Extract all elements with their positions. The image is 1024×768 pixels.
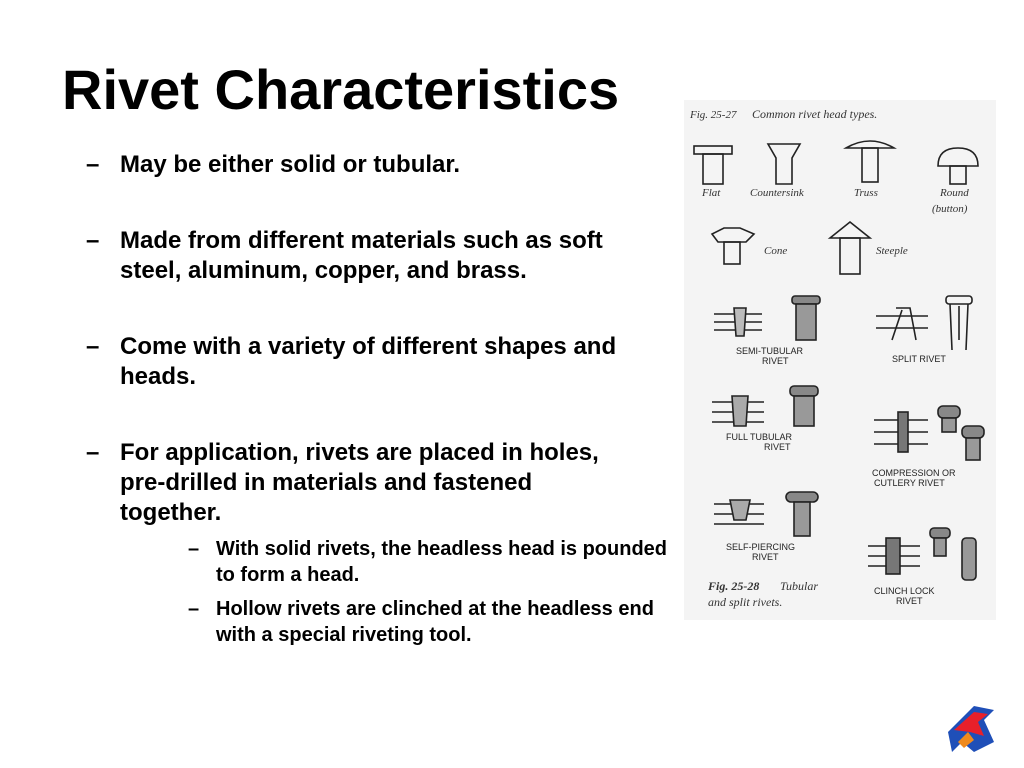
label-self-piercing: SELF-PIERCING [726,542,796,552]
bullet-dash: – [86,227,100,254]
label-compression: COMPRESSION OR [872,468,956,478]
truss-rivet-icon [846,141,894,182]
bullet-dash: – [188,598,200,620]
full-tubular-rivet-icon [712,386,818,426]
compression-rivet-icon [874,406,984,460]
fig-number: Fig. 25-27 [690,109,737,121]
bullet-dash: – [86,333,100,360]
label-flat: Flat [702,187,721,199]
clinch-lock-rivet-icon [868,528,976,580]
bullet-text: Hollow rivets are clinched at the headless end with a special riveting tool. [216,598,654,646]
bullet-text: May be either solid or tubular. [120,151,461,178]
bullet-dash: – [188,538,200,560]
split-rivet-icon [876,296,972,350]
round-rivet-icon [938,148,978,184]
label-split-rivet: SPLIT RIVET [892,354,946,364]
label-semi-tubular: SEMI-TUBULAR [736,346,804,356]
steeple-rivet-icon [830,222,870,274]
label-steeple: Steeple [876,245,908,257]
label-full-tubular-rivet: RIVET [764,442,791,452]
bullet-text: For application, rivets are placed in holes, pre-drilled in materials and fastened together. [120,439,599,526]
label-cutlery-rivet: CUTLERY RIVET [874,478,945,488]
label-countersink: Countersink [750,187,804,199]
label-self-piercing-rivet: RIVET [752,552,779,562]
sub-bullet-item [188,596,686,648]
rivet-types-figure [684,100,996,620]
fig2-caption-line2: and split rivets. [708,595,783,609]
bullet-item [86,150,680,180]
fig-caption: Common rivet head types. [752,107,878,121]
bullet-item [86,226,650,286]
bullet-dash: – [86,151,100,178]
flat-rivet-icon [694,146,732,184]
label-truss: Truss [854,187,878,199]
fig2-caption: Tubular [780,579,819,593]
countersink-rivet-icon [768,144,800,184]
cone-rivet-icon [712,228,754,264]
label-full-tubular: FULL TUBULAR [726,432,793,442]
bullet-text: With solid rivets, the headless head is pounded to form a head. [216,538,668,586]
label-cone: Cone [764,245,788,257]
slide-title: Rivet Characteristics [62,58,620,121]
bullet-text: Made from different materials such as soft steel, aluminum, copper, and brass. [120,227,603,284]
semi-tubular-rivet-icon [714,296,820,340]
bullet-dash: – [86,439,100,466]
bullet-item [86,438,600,528]
rivet-diagram [684,100,996,620]
self-piercing-rivet-icon [714,492,818,536]
label-round: Round [940,187,969,199]
fig2-number: Fig. 25-28 [708,579,760,593]
arrow-logo-icon [944,702,998,756]
label-semi-tubular-rivet: RIVET [762,356,789,366]
label-round-button: (button) [932,203,968,215]
bullet-item [86,332,650,392]
label-clinch-lock-rivet: RIVET [896,596,923,606]
label-clinch-lock: CLINCH LOCK [874,586,935,596]
sub-bullet-item [188,536,686,588]
bullet-text: Come with a variety of different shapes and heads. [120,333,617,390]
